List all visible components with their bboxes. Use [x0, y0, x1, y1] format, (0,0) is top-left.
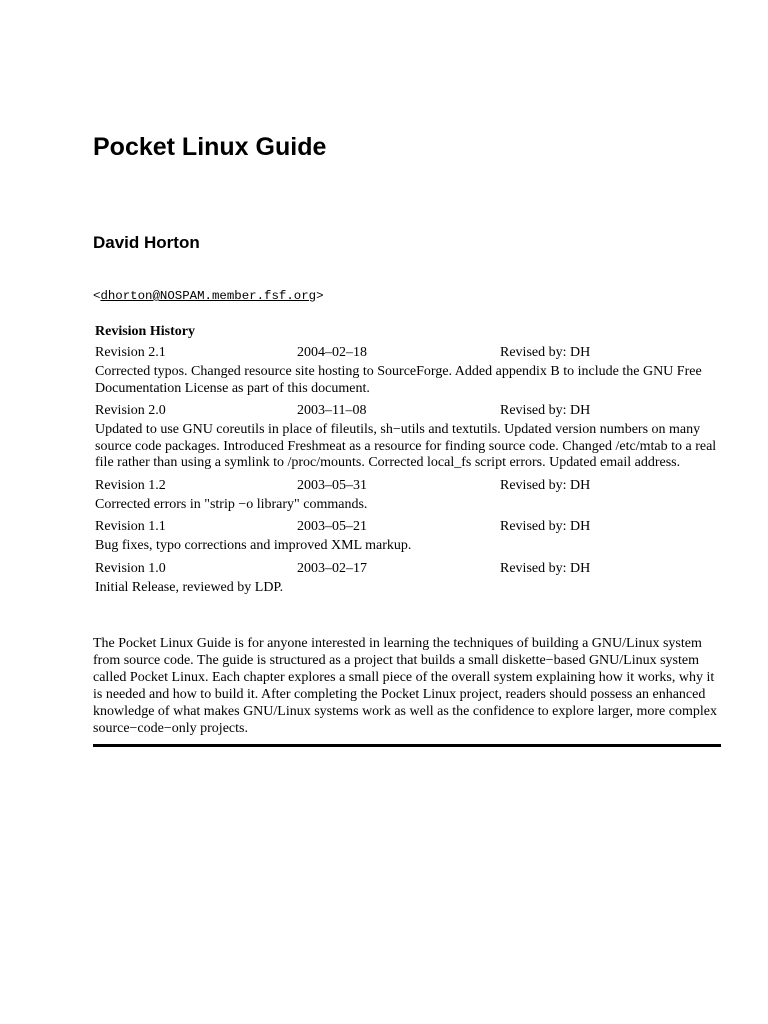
horizontal-rule: [93, 744, 721, 747]
revision-entry: [95, 401, 721, 472]
revision-author: Revised by: DH: [500, 345, 591, 360]
revision-description: Corrected typos. Changed resource site hosting to SourceForge. Added appendix B to include the GNU Free Documentation License as part of this document.: [95, 364, 702, 396]
email-open-bracket: <: [93, 289, 101, 303]
revision-row: [95, 343, 721, 364]
author-email-link[interactable]: dhorton@NOSPAM.member.fsf.org: [100, 289, 317, 303]
revision-author: Revised by: DH: [500, 403, 591, 418]
revision-description: Updated to use GNU coreutils in place of fileutils, sh−utils and textutils. Updated version numbers on many source code packages. Introduced Freshmeat as a resource for finding source code. Changed /etc/mtab to a real file rather than using a symlink to /proc/mounts. Corrected local_fs script errors. Updated email address.: [95, 422, 717, 470]
author-name: David Horton: [93, 233, 200, 252]
revision-description: Initial Release, reviewed by LDP.: [95, 579, 284, 595]
abstract-paragraph: The Pocket Linux Guide is for anyone interested in learning the techniques of building a GNU/Linux system from source code. The guide is structured as a project that builds a small diskette−based GNU/Linux system called Pocket Linux. Each chapter explores a small piece of the overall system explaining how it works, why it is needed and how to build it. After completing the Pocket Linux project, readers should possess an enhanced knowledge of what makes GNU/Linux systems work as well as the confidence to explore larger, more complex source−code−only projects.: [93, 636, 717, 736]
revision-row: [95, 476, 721, 497]
revision-author: Revised by: DH: [500, 477, 591, 493]
revision-number: Revision 1.0: [95, 560, 166, 576]
revision-date: 2003–02–17: [297, 560, 367, 576]
revision-entry: [95, 476, 721, 514]
revision-entry: [95, 559, 721, 597]
email-close-bracket: >: [316, 289, 324, 303]
author-email-line: [93, 287, 324, 305]
revision-date: 2003–05–31: [297, 477, 367, 493]
revision-entry: [95, 517, 721, 555]
revision-date: 2003–11–08: [297, 403, 367, 418]
revision-date: 2003–05–21: [297, 519, 367, 534]
revision-description: Bug fixes, typo corrections and improved XML markup.: [95, 538, 412, 553]
revision-number: Revision 2.0: [95, 403, 166, 418]
revision-entry: [95, 343, 721, 397]
revision-row: [95, 517, 721, 538]
revision-description: Corrected errors in "strip −o library" commands.: [95, 496, 368, 512]
revision-row: [95, 559, 721, 580]
document-title: Pocket Linux Guide: [93, 133, 327, 161]
revision-number: Revision 2.1: [95, 345, 166, 360]
revision-number: Revision 1.1: [95, 519, 166, 534]
revision-date: 2004–02–18: [297, 345, 367, 360]
revision-history-heading: Revision History: [95, 324, 195, 339]
revision-row: [95, 401, 721, 422]
revision-number: Revision 1.2: [95, 477, 166, 493]
revision-author: Revised by: DH: [500, 560, 591, 576]
revision-history: [95, 322, 721, 600]
revision-author: Revised by: DH: [500, 519, 591, 534]
